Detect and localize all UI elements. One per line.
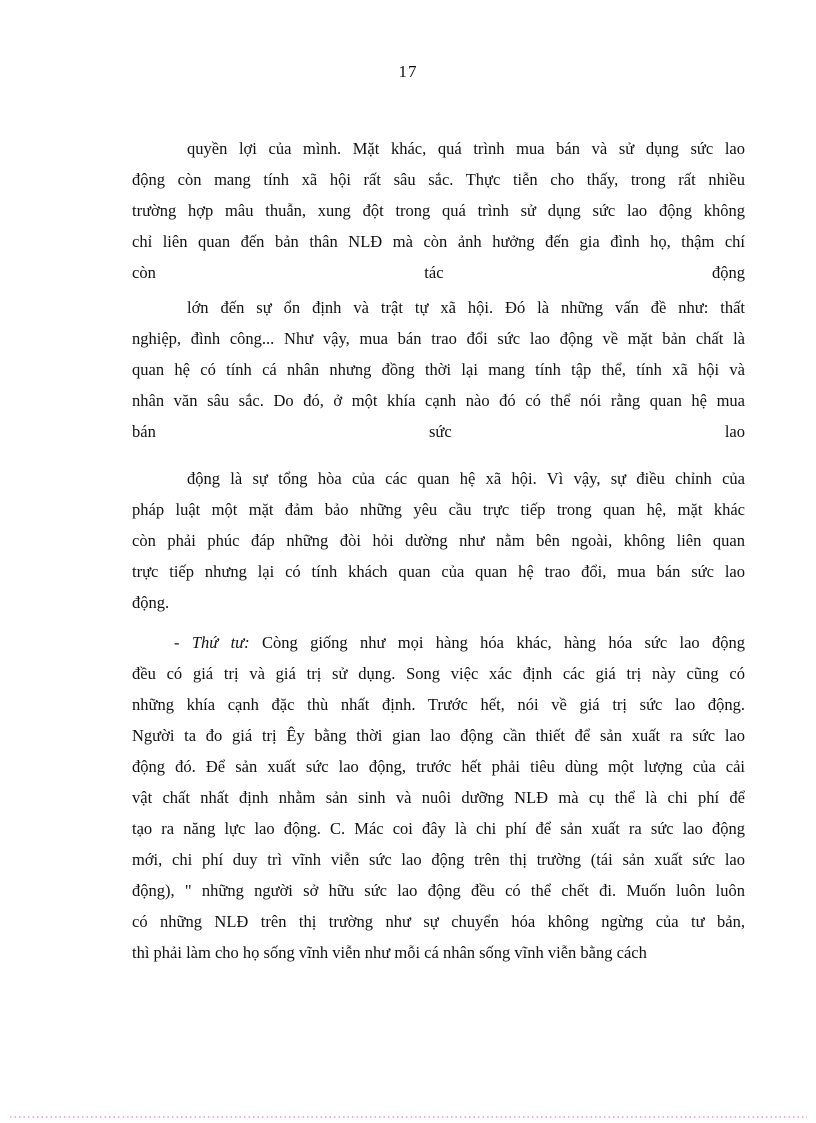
paragraph (132, 292, 745, 447)
text-line: trường hợp mâu thuẫn, xung đột trong quá trình sử dụng sức lao động không (132, 201, 745, 220)
lead-rest: Còng giống như mọi hàng hóa khác, hàng hóa sức lao động (262, 633, 745, 652)
text-line: lớn đến sự ổn định và trật tự xã hội. Đó là những vấn đề như: thất (187, 298, 745, 317)
text-line: còn tác động (132, 263, 745, 282)
paragraph (132, 627, 745, 968)
text-line: có những NLĐ trên thị trường như sự chuyển hóa không ngừng của tư bản, (132, 912, 745, 931)
document-body (132, 133, 745, 968)
text-line: động là sự tổng hòa của các quan hệ xã hội. Vì vậy, sự điều chỉnh của (187, 469, 745, 488)
text-line: động. (132, 593, 170, 612)
text-line: những khía cạnh đặc thù nhất định. Trước hết, nói về giá trị sức lao động. (132, 695, 745, 714)
page-number: 17 (398, 62, 418, 81)
page-break-dotted-line (10, 1116, 807, 1118)
text-line: vật chất nhất định nhằm sản sinh và nuôi dưỡng NLĐ mà cụ thể là chi phí để (132, 788, 745, 807)
text-line: thì phải làm cho họ sống vĩnh viễn như mỗi cá nhân sống vĩnh viễn bằng cách (132, 943, 647, 962)
text-line: quan hệ có tính cá nhân nhưng đồng thời lại mang tính tập thể, tính xã hội và (132, 360, 745, 379)
text-line: nhân văn sâu sắc. Do đó, ở một khía cạnh nào đó có thể nói rằng quan hệ mua (132, 391, 745, 410)
text-line: tạo ra năng lực lao động. C. Mác coi đây là chi phí để sản xuất ra sức lao động (132, 819, 745, 838)
text-line: động), " những người sở hữu sức lao động đều có thể chết đi. Muốn luôn luôn (132, 881, 745, 900)
text-line: bán sức lao (132, 422, 745, 441)
text-line: trực tiếp nhưng lại có tính khách quan của quan hệ trao đổi, mua bán sức lao (132, 562, 745, 581)
text-line: động còn mang tính xã hội rất sâu sắc. Thực tiễn cho thấy, trong rất nhiều (132, 170, 745, 189)
text-line: đều có giá trị và giá trị sử dụng. Song việc xác định các giá trị này cũng có (132, 664, 745, 683)
text-line: nghiệp, đình công... Như vậy, mua bán trao đổi sức lao động về mặt bản chất là (132, 329, 745, 348)
lead-dash: - (174, 633, 192, 652)
text-line: mới, chi phí duy trì vĩnh viễn sức lao động trên thị trường (tái sản xuất sức lao (132, 850, 745, 869)
text-line: pháp luật một mặt đảm bảo những yêu cầu trực tiếp trong quan hệ, mặt khác (132, 500, 745, 519)
text-line-lead (132, 627, 745, 658)
text-line: chỉ liên quan đến bản thân NLĐ mà còn ảnh hưởng đến gia đình họ, thậm chí (132, 232, 745, 251)
paragraph (132, 463, 745, 618)
text-line: động đó. Để sản xuất sức lao động, trước hết phải tiêu dùng một lượng của cải (132, 757, 745, 776)
paragraph (132, 133, 745, 288)
lead-italic-label: Thứ tư: (191, 633, 250, 652)
text-line: còn phải phúc đáp những đòi hỏi dường như nằm bên ngoài, không liên quan (132, 531, 745, 550)
text-line: Người ta đo giá trị Êy bằng thời gian lao động cần thiết để sản xuất ra sức lao (132, 726, 745, 745)
text-line: quyền lợi của mình. Mặt khác, quá trình mua bán và sử dụng sức lao (187, 139, 745, 158)
